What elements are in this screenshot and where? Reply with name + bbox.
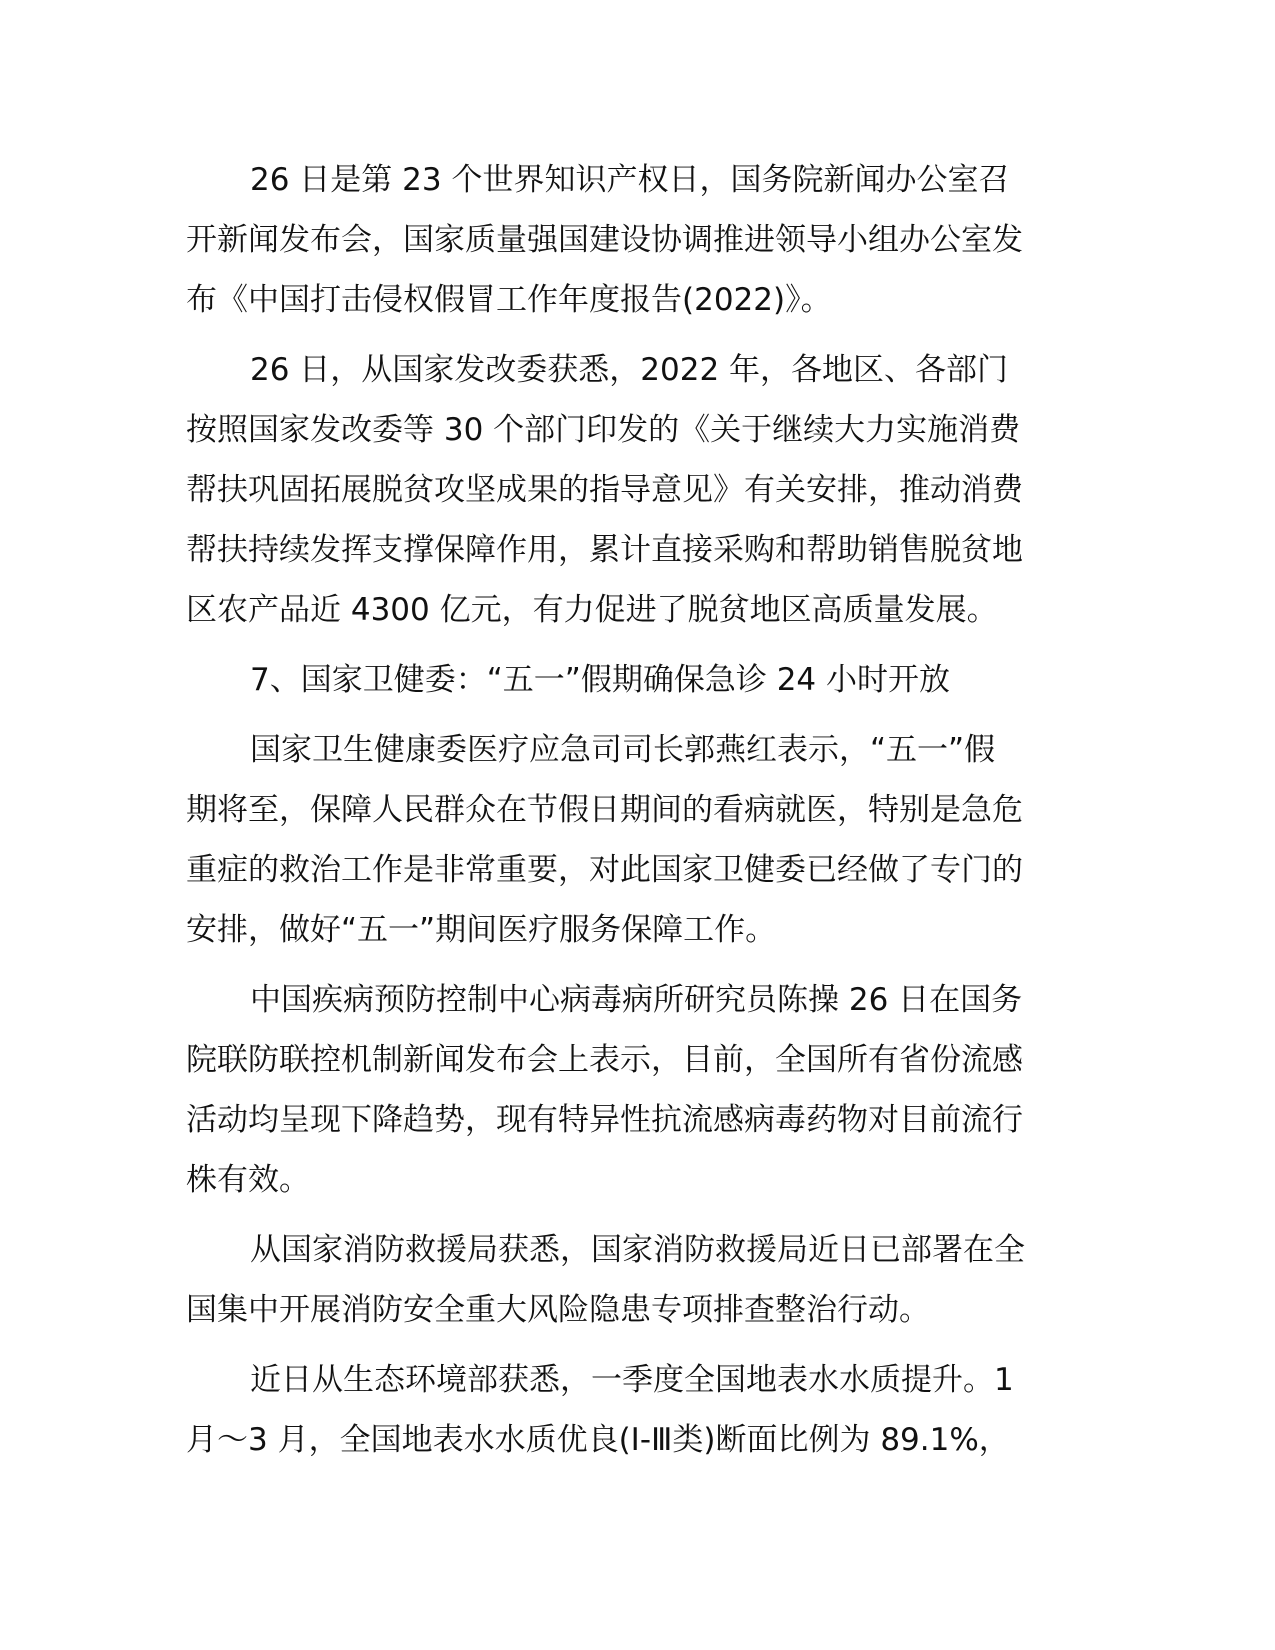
text-line: 按照国家发改委等 30 个部门印发的《关于继续大力实施消费 [186, 412, 1021, 448]
text-line: 株有效。 [186, 1162, 310, 1198]
text-line: 安排，做好“五一”期间医疗服务保障工作。 [186, 912, 777, 948]
text-line: 国家卫生健康委医疗应急司司长郭燕红表示，“五一”假 [250, 732, 996, 768]
paragraph-ip-day [186, 150, 1086, 330]
paragraph-water-quality [186, 1350, 1086, 1470]
heading-line: 7、国家卫健委：“五一”假期确保急诊 24 小时开放 [250, 662, 950, 698]
text-line: 布《中国打击侵权假冒工作年度报告(2022)》。 [186, 282, 832, 318]
text-line: 帮扶巩固拓展脱贫攻坚成果的指导意见》有关安排，推动消费 [186, 472, 1023, 508]
text-line: 近日从生态环境部获悉，一季度全国地表水水质提升。1 [250, 1362, 1014, 1398]
text-line: 院联防联控机制新闻发布会上表示，目前，全国所有省份流感 [186, 1042, 1023, 1078]
text-line: 中国疾病预防控制中心病毒病所研究员陈操 26 日在国务 [250, 982, 1023, 1018]
text-line: 从国家消防救援局获悉，国家消防救援局近日已部署在全 [250, 1232, 1025, 1268]
paragraph-consumption-assistance [186, 340, 1086, 640]
text-line: 26 日，从国家发改委获悉，2022 年，各地区、各部门 [250, 352, 1009, 388]
text-line: 活动均呈现下降趋势，现有特异性抗流感病毒药物对目前流行 [186, 1102, 1023, 1138]
text-line: 帮扶持续发挥支撑保障作用，累计直接采购和帮助销售脱贫地 [186, 532, 1023, 568]
text-line: 重症的救治工作是非常重要，对此国家卫健委已经做了专门的 [186, 852, 1023, 888]
text-line: 国集中开展消防安全重大风险隐患专项排查整治行动。 [186, 1292, 930, 1328]
text-line: 26 日是第 23 个世界知识产权日，国务院新闻办公室召 [250, 162, 1010, 198]
section-heading-health-commission [186, 650, 1086, 710]
text-line: 期将至，保障人民群众在节假日期间的看病就医，特别是急危 [186, 792, 1023, 828]
text-line: 区农产品近 4300 亿元，有力促进了脱贫地区高质量发展。 [186, 592, 998, 628]
paragraph-influenza [186, 970, 1086, 1210]
text-line: 月～3 月，全国地表水水质优良(I-Ⅲ类)断面比例为 89.1%， [186, 1422, 1010, 1458]
text-line: 开新闻发布会，国家质量强国建设协调推进领导小组办公室发 [186, 222, 1023, 258]
document-body [186, 150, 1086, 1480]
paragraph-medical-emergency [186, 720, 1086, 960]
paragraph-fire-safety [186, 1220, 1086, 1340]
